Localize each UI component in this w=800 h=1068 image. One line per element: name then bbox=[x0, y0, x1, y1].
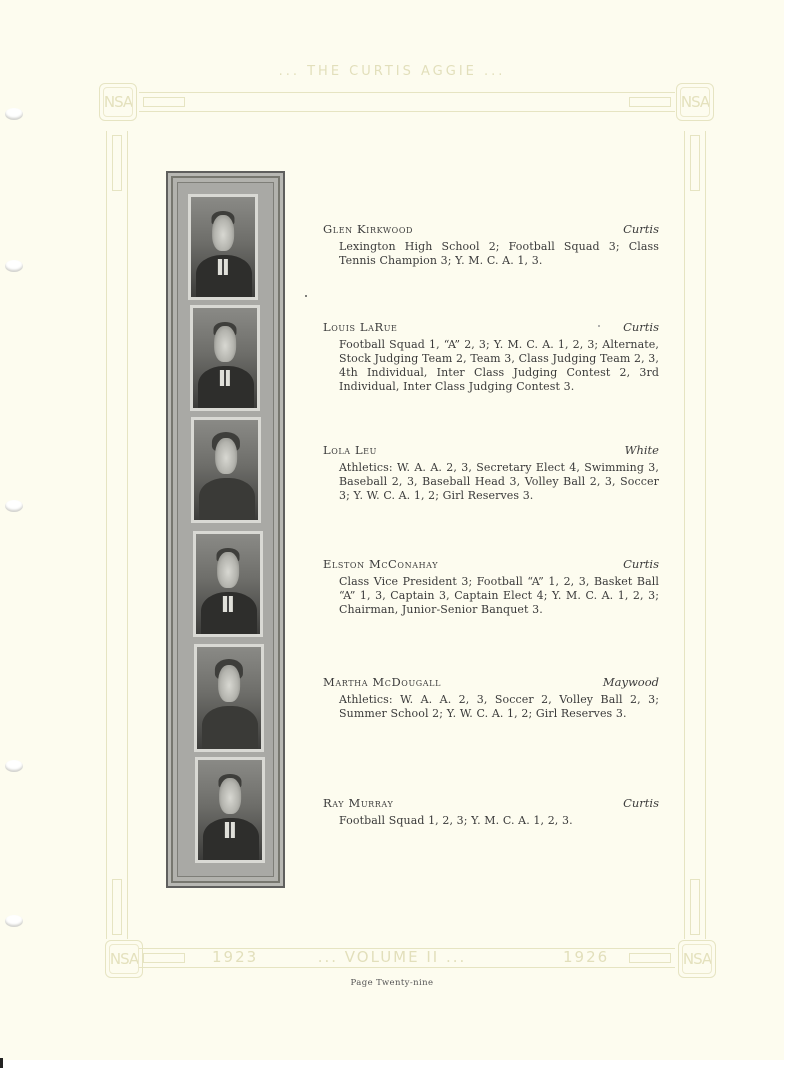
page-number: Page Twenty-nine bbox=[350, 978, 434, 988]
portrait-photo-1 bbox=[188, 194, 258, 300]
student-activities: Athletics: W. A. A. 2, 3, Secretary Elect 4, Swimming 3, Baseball 2, 3, Baseball Head 3, Volley Ball 2, 3, Soccer 3; Y. W. C. A. 1, 2; Girl Reserves 3. bbox=[339, 461, 659, 502]
student-hometown: White bbox=[624, 443, 659, 457]
student-activities: Football Squad 1, 2, 3; Y. M. C. A. 1, 2, 3. bbox=[339, 814, 573, 827]
portrait-photo-6 bbox=[195, 757, 265, 863]
portrait-photo-3 bbox=[191, 417, 261, 523]
paper-speck bbox=[305, 295, 307, 297]
frame-top-bar bbox=[139, 92, 675, 112]
footer-volume: ... VOLUME II ... bbox=[317, 948, 467, 966]
frame-right-bar bbox=[684, 131, 706, 939]
student-name: Glen Kirkwood bbox=[323, 222, 414, 236]
student-hometown: Curtis bbox=[623, 222, 659, 236]
student-entry bbox=[323, 796, 659, 828]
student-entry bbox=[323, 320, 659, 394]
student-entry bbox=[323, 675, 659, 721]
frame-left-bar bbox=[106, 131, 128, 939]
student-hometown: Curtis bbox=[623, 320, 659, 334]
portrait-photo-4 bbox=[193, 531, 263, 637]
student-name: Martha McDougall bbox=[323, 675, 441, 689]
footer-year-start: 1923 bbox=[212, 948, 259, 966]
nsa-monogram-icon: NSA bbox=[678, 940, 716, 978]
punch-hole bbox=[5, 500, 23, 512]
student-name: Louis LaRue bbox=[323, 320, 398, 334]
nsa-monogram-icon: NSA bbox=[99, 83, 137, 121]
punch-hole bbox=[5, 915, 23, 927]
student-activities: Lexington High School 2; Football Squad 3; Class Tennis Champion 3; Y. M. C. A. 1, 3. bbox=[339, 240, 659, 267]
punch-hole bbox=[5, 260, 23, 272]
nsa-monogram-icon: NSA bbox=[676, 83, 714, 121]
student-hometown: Curtis bbox=[623, 557, 659, 571]
scan-edge-mark bbox=[0, 1058, 3, 1068]
student-activities: Class Vice President 3; Football “A” 1, 2, 3, Basket Ball “A” 1, 3, Captain 3, Captain Elect 4; Y. M. C. A. 1, 2, 3; Chairman, Junior-Senior Banquet 3. bbox=[339, 575, 659, 616]
student-name: Ray Murray bbox=[323, 796, 394, 810]
photo-strip bbox=[166, 171, 285, 888]
student-hometown: Maywood bbox=[602, 675, 659, 689]
nsa-monogram-icon: NSA bbox=[105, 940, 143, 978]
student-name: Elston McConahay bbox=[323, 557, 439, 571]
student-entry bbox=[323, 443, 659, 503]
portrait-photo-5 bbox=[194, 644, 264, 752]
student-entry bbox=[323, 557, 659, 617]
punch-hole bbox=[5, 760, 23, 772]
portrait-photo-2 bbox=[190, 305, 260, 411]
student-entry bbox=[323, 222, 659, 268]
student-activities: Athletics: W. A. A. 2, 3, Soccer 2, Volley Ball 2, 3; Summer School 2; Y. W. C. A. 1, 2; Girl Reserves 3. bbox=[339, 693, 659, 720]
publication-title: ... THE CURTIS AGGIE ... bbox=[278, 64, 506, 79]
student-activities: Football Squad 1, “A” 2, 3; Y. M. C. A. 1, 2, 3; Alternate, Stock Judging Team 2, Team 3, Class Judging Team 2, 3, 4th Individual, Inter Class Judging Contest 2, 3rd Individual, Inter Class Judging Contest 3. bbox=[339, 338, 659, 393]
footer-year-end: 1926 bbox=[563, 948, 610, 966]
punch-hole bbox=[5, 108, 23, 120]
student-name: Lola Leu bbox=[323, 443, 377, 457]
paper-speck bbox=[598, 325, 600, 327]
student-hometown: Curtis bbox=[623, 796, 659, 810]
